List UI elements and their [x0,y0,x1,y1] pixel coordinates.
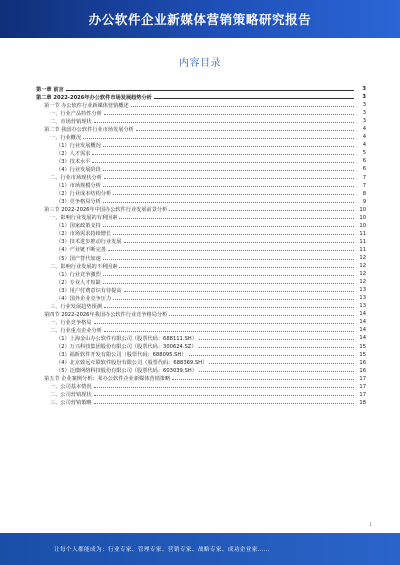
toc-leader-dots [103,146,354,147]
toc-entry[interactable] [36,182,366,190]
toc-entry-page: 6 [362,158,366,165]
toc-entry[interactable] [36,93,366,101]
toc-entry-text: （1）行业发展概况 [56,142,101,149]
toc-entry[interactable] [36,149,366,157]
toc-leader-dots [199,339,354,340]
toc-entry-page: 14 [359,319,366,326]
toc-entry[interactable] [36,334,366,342]
toc-entry-text: 第一节 办公软件行业新媒体营销概述 [44,102,129,109]
toc-leader-dots [104,114,354,115]
toc-entry-page: 6 [362,166,366,173]
toc-entry[interactable] [36,278,366,286]
toc-entry[interactable] [36,359,366,367]
toc-entry-page: 17 [359,375,366,382]
toc-entry[interactable] [36,318,366,326]
toc-leader-dots [124,242,354,243]
toc-leader-dots [113,194,354,195]
toc-entry-text: 第一章 前言 [36,86,64,93]
toc-leader-dots [94,403,354,404]
toc-entry[interactable] [36,141,366,149]
toc-entry[interactable] [36,343,366,351]
toc-entry[interactable] [36,367,366,375]
toc-entry-text: 二、市场营销现状 [50,118,92,125]
toc-entry-page: 17 [359,383,366,390]
toc-entry[interactable] [36,270,366,278]
toc-leader-dots [104,307,354,308]
toc-entry-text: （3）技术进步推动行业发展 [56,239,122,246]
toc-entry-page: 14 [359,335,366,342]
toc-entry-text: （1）市场规模分析 [56,183,101,190]
header-banner [0,0,400,38]
toc-entry-text: 三、行业发展趋势预测 [50,303,102,310]
toc-leader-dots [104,178,354,179]
toc-entry-page: 9 [362,198,366,205]
toc-entry-text: （3）用户付费意识有待提高 [56,287,122,294]
toc-leader-dots [103,259,354,260]
toc-entry-text: 二、行业重点企业分析 [50,327,102,334]
toc-entry-page: 15 [359,351,366,358]
toc-entry-page: 8 [362,190,366,197]
toc-entry-text: 三、公司营销策略 [50,400,92,407]
toc-entry-text: 一、行业竞争格局 [50,319,92,326]
toc-leader-dots [103,283,354,284]
toc-leader-dots [94,122,354,123]
toc-entry-page: 18 [359,399,366,406]
toc-leader-dots [169,210,354,211]
toc-entry-page: 4 [362,142,366,149]
footer-slogan: 让每个人都能成为：行业专家、管理专家、营销专家、战略专家、成功企业家…… [54,547,270,553]
toc-entry-text: 第二节 我国办公软件行业市场发展分析 [44,126,134,133]
toc-entry[interactable] [36,190,366,198]
toc-leader-dots [103,170,354,171]
toc-entry[interactable] [36,375,366,383]
toc-leader-dots [209,363,354,364]
toc-entry-page: 10 [359,206,366,213]
toc-entry[interactable] [36,133,366,141]
toc-leader-dots [92,154,354,155]
toc-leader-dots [169,315,354,316]
toc-leader-dots [119,218,354,219]
toc-entry-page: 11 [359,246,366,253]
toc-leader-dots [136,130,354,131]
toc-leader-dots [119,267,354,268]
toc-entry-text: （3）竞争格局分析 [56,199,101,206]
toc-entry-page: 3 [362,102,366,109]
toc-entry-text: （3）福昕软件开发有限公司（股票代码：688095.SH） [56,352,187,359]
toc-entry-page: 14 [359,311,366,318]
toc-entry-text: 第四节 2022-2026年我国办公软件行业竞争格局分析 [44,311,168,318]
toc-entry-page: 3 [362,118,366,125]
toc-entry[interactable] [36,246,366,254]
toc-entry[interactable] [36,101,366,109]
toc-entry-text: （1）上海金山办公软件有限公司（股票代码：688111.SH） [56,335,197,342]
toc-leader-dots [189,355,354,356]
toc-entry[interactable] [36,117,366,125]
toc-entry-text: （5）国产替代加速 [56,255,101,262]
toc-leader-dots [103,275,354,276]
toc-leader-dots [94,323,354,324]
toc-entry-page: 10 [359,214,366,221]
toc-entry[interactable] [36,302,366,310]
toc-entry-text: （3）技术水平 [56,158,91,165]
toc-entry-page: 13 [359,303,366,310]
toc-leader-dots [154,98,354,99]
toc-entry-page: 7 [362,174,366,181]
toc-entry[interactable] [36,399,366,407]
toc-entry-page: 11 [359,230,366,237]
toc-leader-dots [172,379,354,380]
toc-entry[interactable] [36,310,366,318]
toc-entry[interactable] [36,174,366,182]
toc-entry[interactable] [36,214,366,222]
toc-leader-dots [83,138,354,139]
toc-leader-dots [66,90,354,91]
toc-entry-page: 4 [362,126,366,133]
toc-entry-text: （4）北京致远互联软件股份有限公司（股票代码：688369.SH） [56,360,208,367]
toc-entry-text: 一、公司基本情况 [50,384,92,391]
report-title: 办公软件企业新媒体营销策略研究报告 [88,12,312,27]
toc-leader-dots [103,186,354,187]
toc-leader-dots [104,331,354,332]
toc-entry[interactable] [36,286,366,294]
toc-leader-dots [124,291,354,292]
toc-leader-dots [108,250,354,251]
toc-leader-dots [131,106,354,107]
toc-leader-dots [103,226,354,227]
toc-entry-page: 3 [362,110,366,117]
toc-leader-dots [113,234,354,235]
toc-entry-page: 5 [362,150,366,157]
toc-entry-page: 13 [359,287,366,294]
toc-leader-dots [199,371,354,372]
toc-entry-text: 第三节 2022-2026年中国办公软件行业发展前景分析 [44,207,168,214]
toc-entry-text: （2）人才需求 [56,150,91,157]
toc-entry[interactable] [36,294,366,302]
toc-entry-text: （4）国外企业竞争压力 [56,295,112,302]
toc-entry[interactable] [36,254,366,262]
toc-entry-page: 7 [362,182,366,189]
toc-entry[interactable] [36,351,366,359]
toc-entry-text: （5）泛微网络科技股份有限公司（股票代码：603039.SH） [56,368,197,375]
toc-entry-page: 16 [359,367,366,374]
toc-entry-text: （2）市场需求持续增长 [56,231,112,238]
toc-entry-text: 一、行业概况 [50,134,82,141]
toc-entry[interactable] [36,391,366,399]
toc-entry-page: 4 [362,134,366,141]
toc-entry[interactable] [36,109,366,117]
toc-entry-page: 12 [359,279,366,286]
toc-entry-page: 15 [359,343,366,350]
footer-banner [0,533,400,565]
toc-entry[interactable] [36,326,366,334]
toc-entry-text: 二、影响行业发展的不利因素 [50,263,118,270]
toc-entry-text: 二、行业市场现状分析 [50,175,102,182]
toc-entry-text: 一、行业产品特性分析 [50,110,102,117]
toc-entry[interactable] [36,125,366,133]
toc-entry-page: 16 [359,359,366,366]
toc-leader-dots [113,299,354,300]
toc-entry-text: （2）专业人才短缺 [56,279,101,286]
toc-entry-text: （1）国家政策支持 [56,223,101,230]
toc-entry-page: 14 [359,327,366,334]
toc-entry-text: （4）产业链不断完善 [56,247,106,254]
document-page [28,40,372,533]
toc-entry-page: 11 [359,238,366,245]
toc-leader-dots [92,162,354,163]
toc-entry-page: 13 [359,295,366,302]
table-of-contents [36,85,366,407]
toc-entry[interactable] [36,165,366,173]
toc-leader-dots [103,202,354,203]
toc-entry-page: 3 [362,86,366,93]
toc-entry[interactable] [36,206,366,214]
toc-heading: 内容目录 [179,58,221,69]
toc-entry[interactable] [36,262,366,270]
toc-entry-text: （4）行业发展阶段 [56,166,101,173]
toc-leader-dots [199,347,354,348]
toc-entry-text: （2）行业成本结构分析 [56,191,112,198]
toc-entry-text: 一、影响行业发展的有利因素 [50,215,118,222]
page-number: 1 [369,522,372,527]
toc-entry-text: 二、公司营销现状 [50,392,92,399]
toc-entry[interactable] [36,230,366,238]
toc-entry-text: 第二章 2022-2026年办公软件市场发展趋势分析 [36,94,152,101]
toc-entry-text: （1）行业竞争激烈 [56,271,101,278]
toc-leader-dots [94,387,354,388]
toc-entry[interactable] [36,238,366,246]
toc-entry-page: 12 [359,263,366,270]
toc-entry-page: 12 [359,255,366,261]
toc-entry[interactable] [36,222,366,230]
toc-entry[interactable] [36,157,366,165]
toc-entry[interactable] [36,198,366,206]
toc-entry-text: 第五节 企业案例分析：某办公软件企业新媒体营销策略 [44,376,171,383]
toc-entry[interactable] [36,383,366,391]
toc-entry-text: （2）万兴科技集团股份有限公司（股票代码：300624.SZ） [56,344,197,351]
toc-entry-page: 10 [359,222,366,229]
toc-leader-dots [94,395,354,396]
toc-entry-page: 17 [359,391,366,398]
toc-entry[interactable] [36,85,366,93]
toc-entry-page: 12 [359,271,366,278]
toc-entry-page: 3 [362,94,366,101]
